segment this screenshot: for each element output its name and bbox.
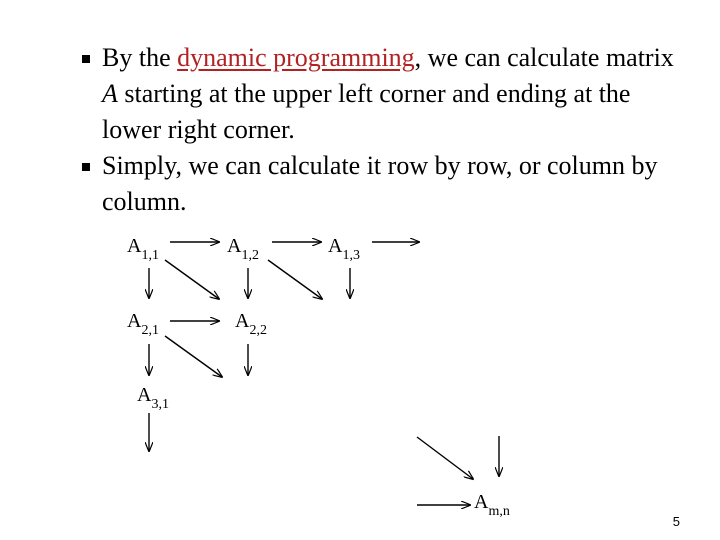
bullet-text-prefix: By the [102,43,178,72]
arrow-diag-amn [417,437,473,479]
dynamic-programming-link[interactable]: dynamic programming [177,43,415,72]
node-a31: $A_{3,1}$ [137,384,169,412]
node-a13: $A_{1,3}$ [328,235,360,263]
node-a11: $A_{1,1}$ [127,235,159,263]
arrow-a21-diag [165,336,222,377]
matrix-variable: A [102,79,118,108]
node-a12: $A_{1,2}$ [227,235,259,263]
arrow-a12-diag [268,260,322,299]
page-number: 5 [672,514,680,529]
node-a22: $A_{2,2}$ [235,310,267,338]
node-a21: $A_{2,1}$ [127,310,159,338]
bullet-text-middle: , we can calculate matrix [414,43,674,72]
bullet-text: Simply, we can calculate it row by row, or column by column. [102,151,658,216]
arrow-a11-a22 [165,260,219,299]
bullet-text-suffix: starting at the upper left corner and ending at the lower right corner. [102,79,631,144]
node-amn: $A_{m,n}$ [474,491,510,519]
